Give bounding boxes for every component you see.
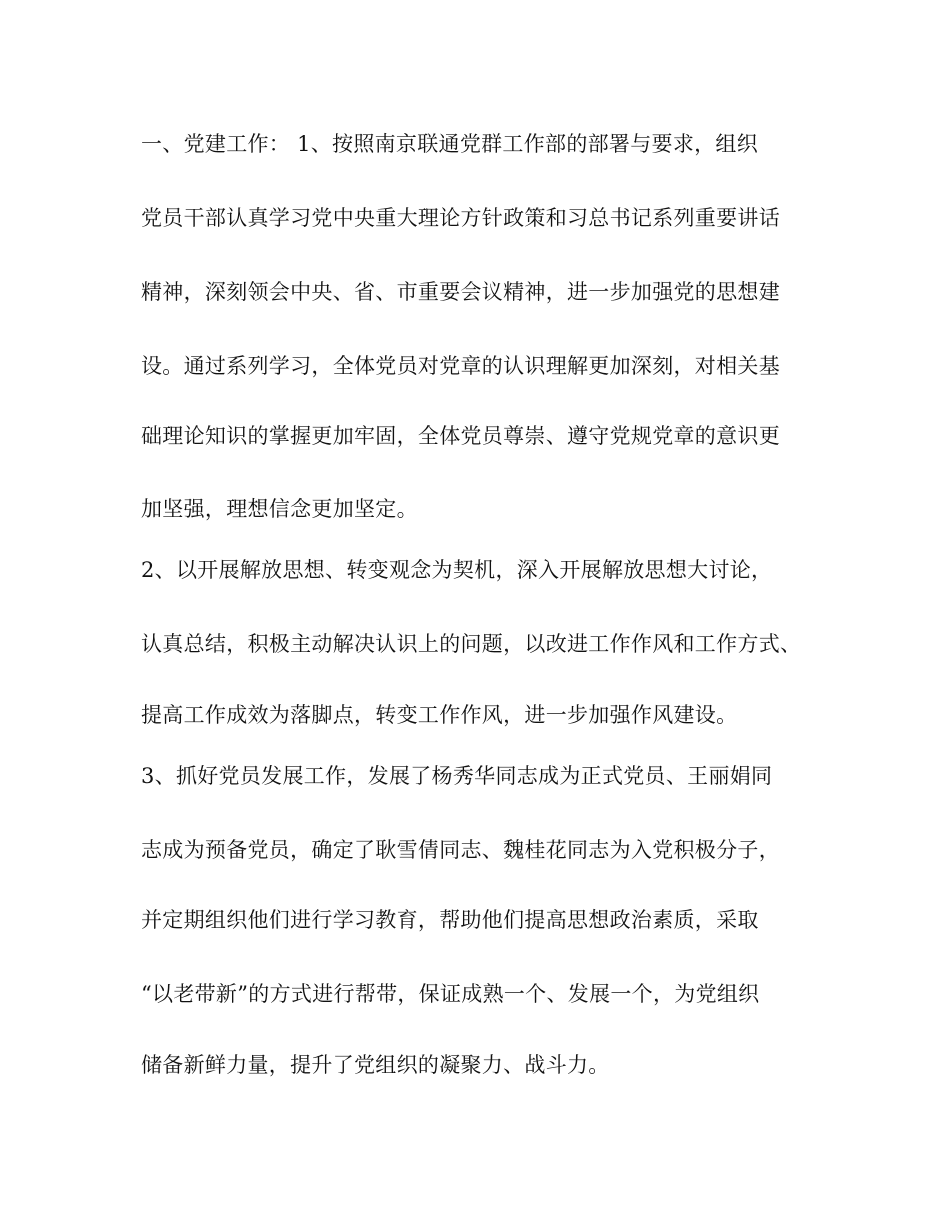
- text-line-2: 党员干部认真学习党中央重大理论方针政策和习总书记系列重要讲话: [141, 206, 780, 230]
- text-line-13: “以老带新”的方式进行帮带，保证成熟一个、发展一个，为党组织: [141, 982, 760, 1006]
- text-line-12: 并定期组织他们进行学习教育，帮助他们提高思想政治素质，采取: [141, 908, 759, 932]
- text-line-10: 3、抓好党员发展工作，发展了杨秀华同志成为正式党员、王丽娟同: [141, 764, 773, 788]
- text-line-7: 2、以开展解放思想、转变观念为契机，深入开展解放思想大讨论，: [141, 558, 773, 582]
- text-line-9: 提高工作成效为落脚点，转变工作作风，进一步加强作风建设。: [141, 703, 738, 727]
- text-line-5: 础理论知识的掌握更加牢固，全体党员尊崇、遵守党规党章的意识更: [141, 424, 780, 448]
- text-line-6: 加坚强，理想信念更加坚定。: [141, 497, 418, 521]
- text-line-1: 一、党建工作： 1、按照南京联通党群工作部的部署与要求，组织: [141, 132, 759, 156]
- text-line-14: 储备新鲜力量，提升了党组织的凝聚力、战斗力。: [141, 1053, 610, 1077]
- text-line-3: 精神，深刻领会中央、省、市重要会议精神，进一步加强党的思想建: [141, 280, 780, 304]
- text-line-11: 志成为预备党员，确定了耿雪倩同志、魏桂花同志为入党积极分子，: [141, 838, 780, 862]
- text-line-4: 设。通过系列学习，全体党员对党章的认识理解更加深刻，对相关基: [141, 354, 780, 378]
- text-line-8: 认真总结，积极主动解决认识上的问题，以改进工作作风和工作方式、: [141, 632, 802, 656]
